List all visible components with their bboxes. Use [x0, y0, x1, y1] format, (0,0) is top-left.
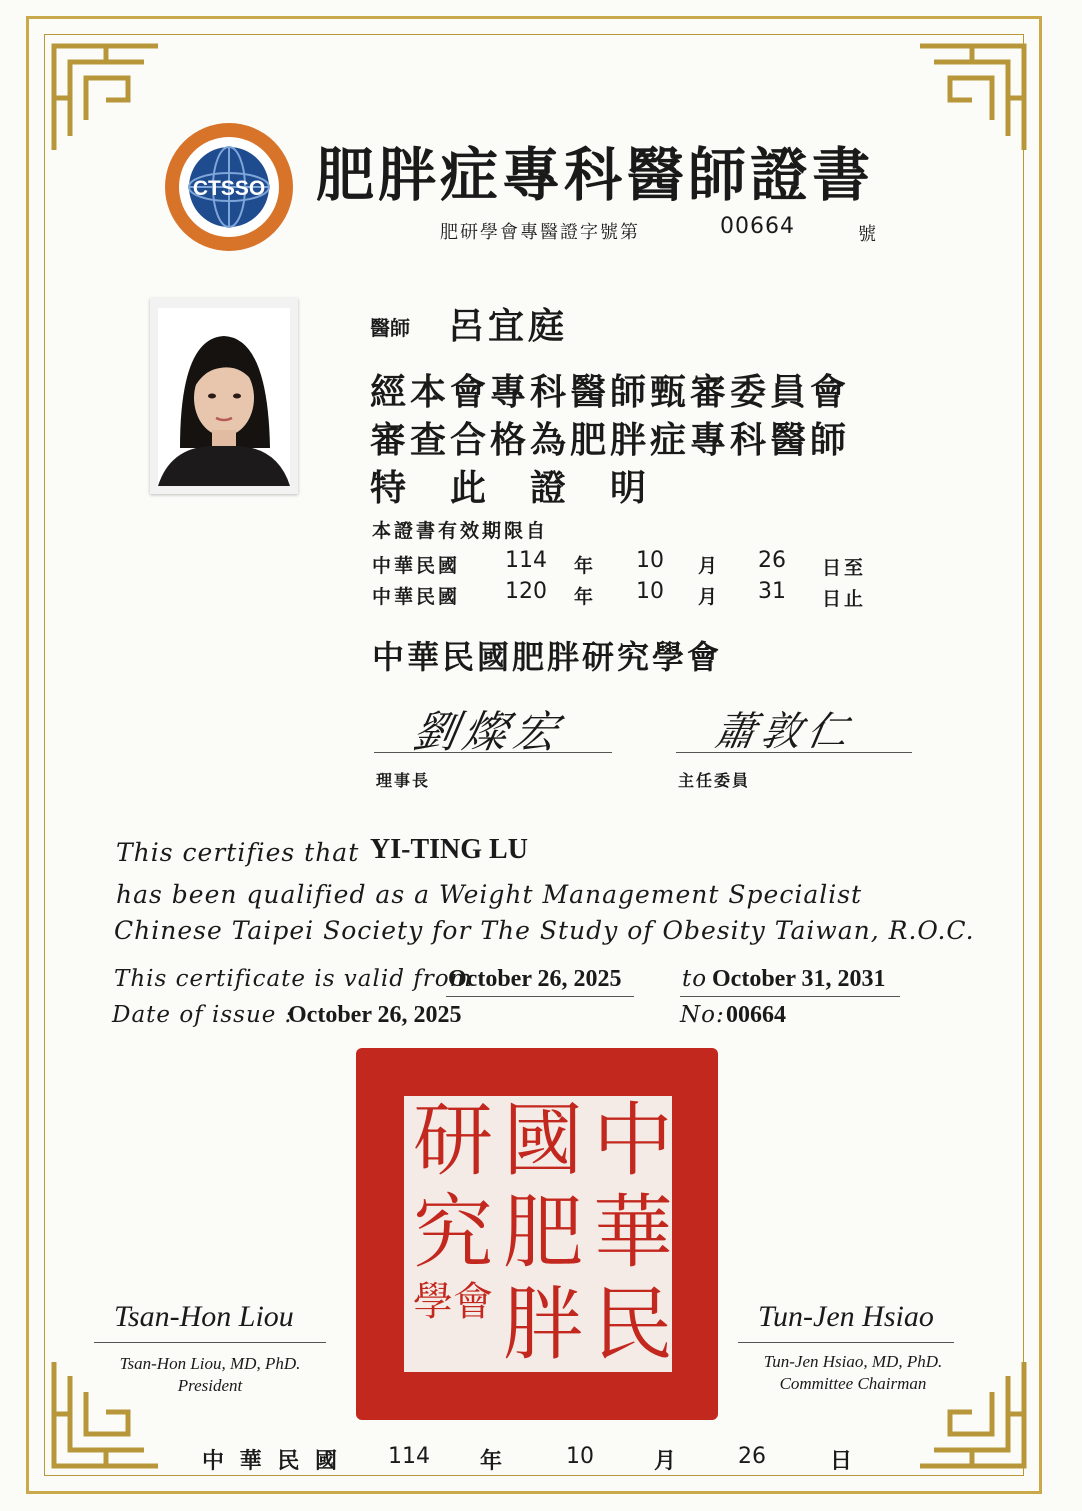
seal-char-3: 研 [413, 1094, 493, 1187]
corner-ornament-top-right [910, 40, 1030, 160]
logo-text: CTSSO [192, 177, 266, 200]
society-name-chinese: 中華民國肥胖研究學會 [372, 638, 723, 676]
chairman-signature-line [676, 752, 912, 753]
seal-char-6: 究 [413, 1186, 493, 1279]
validity-end-month-char: 月 [698, 586, 721, 608]
validity-start-year: 114 [505, 548, 547, 573]
body-line-1: 經本會專科醫師甄審委員會 [370, 371, 851, 413]
seal-char-1: 中 [593, 1094, 673, 1187]
validity-start-era: 中華民國 [372, 555, 461, 577]
validity-start-suffix: 日至 [822, 557, 867, 579]
president-signature-english: Tsan-Hon Liou [114, 1300, 294, 1333]
body-line-3: 特 此 證 明 [370, 467, 651, 509]
validity-start-year-char: 年 [574, 555, 597, 577]
cert-no-label-english: No: [680, 1002, 725, 1028]
issue-date-day: 26 [738, 1444, 766, 1469]
recipient-photo [150, 298, 298, 494]
chairman-role: 主任委員 [678, 771, 751, 790]
valid-to-underline [680, 996, 900, 997]
body-line-2: 審查合格為肥胖症專科醫師 [370, 419, 851, 461]
president-english-role: President [177, 1376, 243, 1395]
certificate-title: 肥胖症專科醫師證書 [316, 141, 875, 209]
validity-label: 本證書有效期限自 [372, 520, 549, 542]
president-english-name: Tsan-Hon Liou, MD, PhD. [119, 1354, 301, 1373]
issue-date-month: 10 [566, 1444, 594, 1469]
issue-date-year-char: 年 [480, 1448, 503, 1474]
valid-from-underline [446, 996, 634, 997]
valid-from-label: This certificate is valid from [114, 966, 473, 992]
seal-char-8: 胖 [503, 1278, 583, 1371]
president-role: 理事長 [376, 771, 431, 790]
seal-char-7: 民 [593, 1278, 673, 1371]
chairman-signature: 蕭敦仁 [711, 709, 858, 755]
issue-date-era: 中 華 民 國 [202, 1448, 341, 1474]
president-signature: 劉燦宏 [408, 707, 568, 758]
cert-no-english: 00664 [726, 1002, 786, 1028]
chairman-english-line [738, 1342, 954, 1343]
valid-to-label: to [682, 966, 708, 992]
chairman-english-role: Committee Chairman [779, 1374, 927, 1393]
validity-start-month: 10 [636, 548, 664, 573]
issue-date-english: October 26, 2025 [288, 1002, 462, 1028]
seal-char-2: 國 [503, 1094, 583, 1187]
issue-date-year: 114 [388, 1444, 430, 1469]
issue-date-label: Date of issue : [112, 1002, 294, 1028]
issue-date-month-char: 月 [654, 1448, 677, 1474]
recipient-name-chinese: 呂宜庭 [448, 305, 569, 347]
valid-to-date: October 31, 2031 [712, 966, 886, 992]
validity-end-era: 中華民國 [372, 586, 461, 608]
seal-char-5: 肥 [503, 1186, 583, 1279]
qualified-text: has been qualified as a Weight Management Specialist [116, 880, 863, 909]
issue-date-day-char: 日 [830, 1448, 853, 1474]
president-signature-line [374, 752, 612, 753]
cert-number: 00664 [720, 214, 795, 239]
validity-end-month: 10 [636, 579, 664, 604]
seal-char-9: 學會 [413, 1279, 493, 1325]
official-seal-inner [398, 1090, 678, 1378]
validity-end-year-char: 年 [574, 586, 597, 608]
seal-char-4: 華 [593, 1186, 673, 1279]
chairman-english-name: Tun-Jen Hsiao, MD, PhD. [763, 1352, 943, 1371]
society-name-english: Chinese Taipei Society for The Study of Obesity Taiwan, R.O.C. [114, 916, 975, 945]
doctor-title-label: 醫師 [370, 316, 410, 340]
chairman-signature-english: Tun-Jen Hsiao [758, 1300, 934, 1333]
recipient-name-english: YI-TING LU [370, 834, 528, 865]
validity-start-month-char: 月 [698, 555, 721, 577]
corner-ornament-top-left [48, 40, 168, 160]
president-english-line [94, 1342, 326, 1343]
validity-end-suffix: 日止 [822, 588, 867, 610]
valid-from-date: October 26, 2025 [448, 966, 622, 992]
certifies-text: This certifies that [116, 838, 360, 867]
society-logo [162, 120, 296, 258]
cert-number-suffix: 號 [858, 224, 876, 245]
validity-end-year: 120 [505, 579, 547, 604]
validity-start-day: 26 [758, 548, 786, 573]
cert-number-label: 肥研學會專醫證字號第 [440, 222, 640, 243]
validity-end-day: 31 [758, 579, 786, 604]
